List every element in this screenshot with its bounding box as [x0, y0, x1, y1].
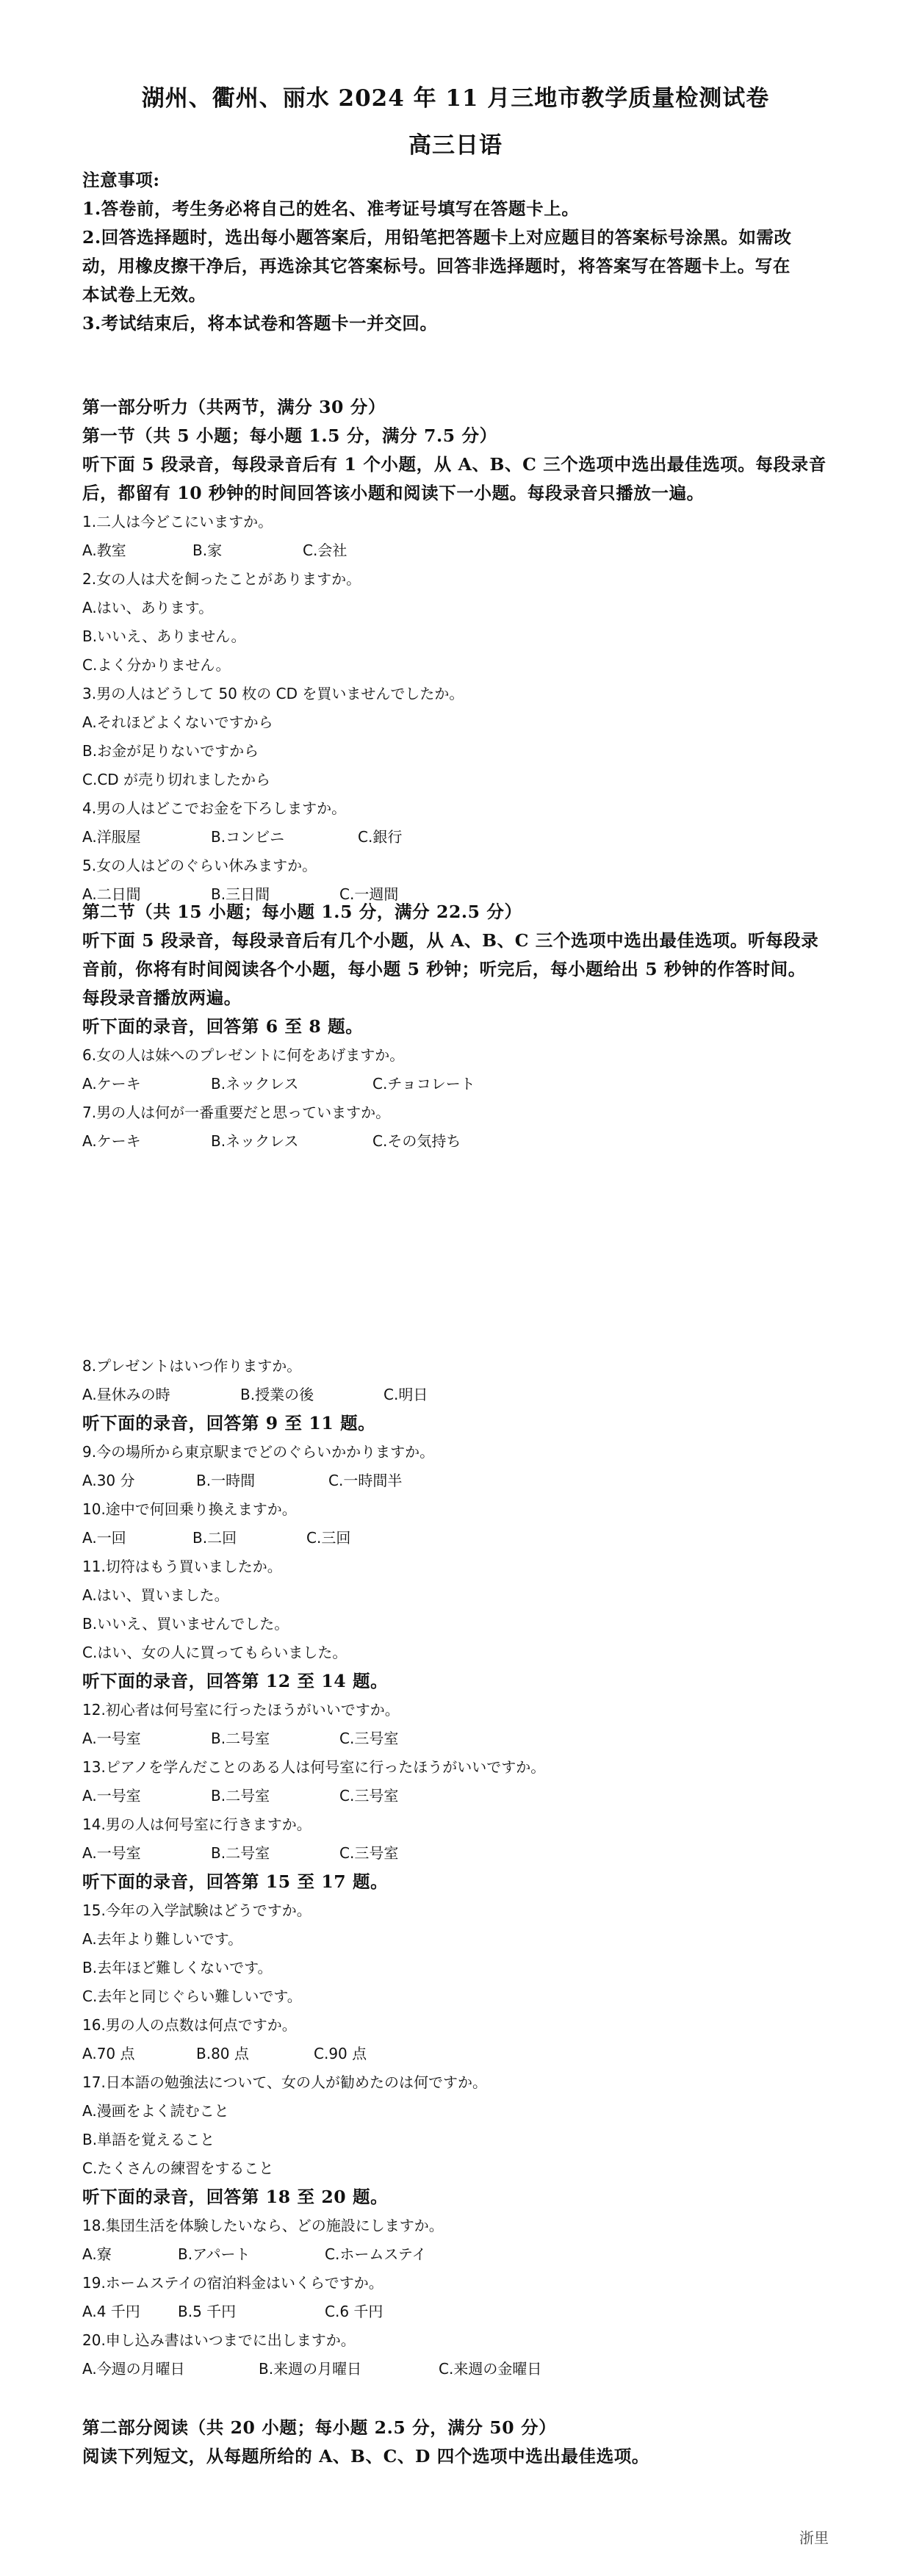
option-c: C.たくさんの練習をすること — [82, 2159, 274, 2177]
section-instruction: 听下面 5 段录音，每段录音后有 1 个小题，从 A、B、C 三个选项中选出最佳选项。每段录音 — [82, 454, 827, 475]
question-4: 4.男の人はどこでお金を下ろしますか。 — [82, 799, 347, 817]
listening-section-2-continued — [82, 1352, 839, 2383]
question-13-options — [82, 1782, 839, 1810]
option-b: B.二号室 — [211, 1787, 270, 1805]
option-c: C.三号室 — [339, 1787, 399, 1805]
notes-line: 2.回答选择题时，选出每小题答案后，用铅笔把答题卡上对应题目的答案标号涂黑。如需改 — [82, 227, 792, 248]
option-c: C.三回 — [306, 1529, 351, 1547]
notes-line: 本试卷上无效。 — [82, 284, 206, 305]
option-b: B.ネックレス — [211, 1075, 299, 1093]
question-4-options — [82, 823, 839, 852]
question-16-options — [82, 2040, 839, 2068]
section-heading: 第二节（共 15 小题；每小题 1.5 分，满分 22.5 分） — [82, 902, 522, 922]
group-instruction: 听下面的录音，回答第 9 至 11 题。 — [82, 1413, 376, 1433]
question-6-options — [82, 1070, 839, 1098]
option-b: B.アパート — [178, 2245, 251, 2263]
footer-mark: 浙里 — [799, 2529, 829, 2547]
question-20: 20.申し込み書はいつまでに出しますか。 — [82, 2331, 356, 2349]
option-b: B.家 — [192, 542, 223, 559]
question-13: 13.ピアノを学んだことのある人は何号室に行ったほうがいいですか。 — [82, 1758, 546, 1776]
question-19: 19.ホームステイの宿泊料金はいくらですか。 — [82, 2274, 384, 2292]
option-a: A.はい、買いました。 — [82, 1586, 229, 1604]
question-19-options — [82, 2298, 839, 2326]
option-b: B.一時間 — [196, 1472, 256, 1489]
notes-line: 1.答卷前，考生务必将自己的姓名、准考证号填写在答题卡上。 — [82, 198, 580, 219]
question-7: 7.男の人は何が一番重要だと思っていますか。 — [82, 1104, 391, 1121]
option-c: C.6 千円 — [325, 2303, 384, 2320]
question-7-options — [82, 1127, 839, 1156]
question-12: 12.初心者は何号室に行ったほうがいいですか。 — [82, 1701, 400, 1719]
reading-part — [82, 2414, 839, 2471]
section-instruction: 后，都留有 10 秒钟的时间回答该小题和阅读下一小题。每段录音只播放一遍。 — [82, 483, 705, 503]
question-8: 8.プレゼントはいつ作りますか。 — [82, 1357, 302, 1375]
question-17: 17.日本語の勉強法について、女の人が勧めたのは何ですか。 — [82, 2073, 488, 2091]
question-8-options — [82, 1381, 839, 1409]
group-instruction: 听下面的录音，回答第 12 至 14 题。 — [82, 1671, 389, 1691]
option-b: B.去年ほど難しくないです。 — [82, 1959, 273, 1976]
part-heading: 第一部分听力（共两节，满分 30 分） — [82, 397, 386, 417]
option-b: B.コンビニ — [211, 828, 285, 846]
option-c: C.銀行 — [358, 828, 403, 846]
part-instruction: 阅读下列短文，从每题所给的 A、B、C、D 四个选项中选出最佳选项。 — [82, 2446, 649, 2467]
option-a: A.4 千円 — [82, 2303, 140, 2320]
group-instruction: 听下面的录音，回答第 18 至 20 题。 — [82, 2187, 389, 2207]
question-5: 5.女の人はどのぐらい休みますか。 — [82, 857, 317, 874]
section-heading: 第一节（共 5 小题；每小题 1.5 分，满分 7.5 分） — [82, 425, 497, 446]
option-c: C.会社 — [303, 542, 348, 559]
notes-line: 动，用橡皮擦干净后，再选涂其它答案标号。回答非选择题时，将答案写在答题卡上。写在 — [82, 256, 791, 276]
option-a: A.一号室 — [82, 1844, 141, 1862]
option-a: A.70 点 — [82, 2045, 135, 2062]
option-b: B.いいえ、買いませんでした。 — [82, 1615, 289, 1633]
option-b: B.授業の後 — [240, 1386, 314, 1403]
option-b: B.三日間 — [211, 885, 270, 903]
exam-subject: 高三日语 — [408, 132, 503, 159]
option-b: B.ネックレス — [211, 1132, 299, 1150]
option-c: C.その気持ち — [372, 1132, 461, 1150]
part-heading: 第二部分阅读（共 20 小题；每小题 2.5 分，满分 50 分） — [82, 2417, 557, 2438]
group-instruction: 听下面的录音，回答第 6 至 8 题。 — [82, 1016, 364, 1037]
section-instruction: 每段录音播放两遍。 — [82, 987, 242, 1008]
option-a: A.昼休みの時 — [82, 1386, 170, 1403]
option-a: A.教室 — [82, 542, 126, 559]
question-6: 6.女の人は妹へのプレゼントに何をあげますか。 — [82, 1046, 405, 1064]
question-14: 14.男の人は何号室に行きますか。 — [82, 1816, 312, 1833]
question-16: 16.男の人の点数は何点ですか。 — [82, 2016, 297, 2034]
option-a: A.去年より難しいです。 — [82, 1930, 243, 1948]
option-b: B.二号室 — [211, 1730, 270, 1747]
option-a: A.今週の月曜日 — [82, 2360, 185, 2378]
option-a: A.30 分 — [82, 1472, 135, 1489]
question-10-options — [82, 1524, 839, 1553]
option-c: C.一時間半 — [328, 1472, 403, 1489]
option-b: B.80 点 — [196, 2045, 249, 2062]
option-a: A.一号室 — [82, 1787, 141, 1805]
question-9-options — [82, 1467, 839, 1495]
option-c: C.来週の金曜日 — [439, 2360, 542, 2378]
option-a: A.二日間 — [82, 885, 141, 903]
notes-heading: 注意事项: — [82, 170, 160, 190]
question-18: 18.集団生活を体験したいなら、どの施設にしますか。 — [82, 2217, 444, 2234]
option-a: A.漫画をよく読むこと — [82, 2102, 229, 2120]
notes-block — [82, 166, 839, 338]
section-instruction: 音前，你将有时间阅读各个小题，每小题 5 秒钟；听完后，每小题给出 5 秒钟的作答时间。 — [82, 959, 806, 979]
option-a: A.ケーキ — [82, 1132, 141, 1150]
notes-line: 3.考试结束后，将本试卷和答题卡一并交回。 — [82, 313, 438, 334]
option-a: A.それほどよくないですから — [82, 713, 273, 731]
question-1: 1.二人は今どこにいますか。 — [82, 513, 273, 530]
option-c: C.チョコレート — [372, 1075, 475, 1093]
question-11: 11.切符はもう買いましたか。 — [82, 1558, 282, 1575]
option-c: C.三号室 — [339, 1730, 399, 1747]
option-c: C.三号室 — [339, 1844, 399, 1862]
option-c: C.一週間 — [339, 885, 399, 903]
question-3: 3.男の人はどうして 50 枚の CD を買いませんでしたか。 — [82, 685, 464, 702]
exam-title: 湖州、衢州、丽水 2024 年 11 月三地市教学质量检测试卷 — [141, 85, 770, 112]
group-instruction: 听下面的录音，回答第 15 至 17 题。 — [82, 1871, 389, 1892]
option-b: B.来週の月曜日 — [259, 2360, 362, 2378]
option-b: B.単語を覚えること — [82, 2131, 215, 2148]
option-b: B.お金が足りないですから — [82, 742, 259, 760]
option-b: B.5 千円 — [178, 2303, 237, 2320]
question-2: 2.女の人は犬を飼ったことがありますか。 — [82, 570, 361, 588]
option-a: A.寮 — [82, 2245, 112, 2263]
option-c: C.明日 — [384, 1386, 428, 1403]
option-c: C.ホームステイ — [325, 2245, 427, 2263]
question-20-options — [82, 2355, 839, 2383]
option-a: A.一号室 — [82, 1730, 141, 1747]
option-a: A.ケーキ — [82, 1075, 141, 1093]
listening-section-2 — [82, 898, 839, 1156]
option-c: C.90 点 — [314, 2045, 367, 2062]
section-instruction: 听下面 5 段录音，每段录音后有几个小题，从 A、B、C 三个选项中选出最佳选项。听每段录 — [82, 930, 819, 951]
question-9: 9.今の場所から東京駅までどのぐらいかかりますか。 — [82, 1443, 435, 1461]
option-a: A.洋服屋 — [82, 828, 141, 846]
option-a: A.一回 — [82, 1529, 126, 1547]
option-c: C.去年と同じぐらい難しいです。 — [82, 1987, 302, 2005]
option-b: B.二回 — [192, 1529, 237, 1547]
question-10: 10.途中で何回乗り換えますか。 — [82, 1500, 297, 1518]
question-15: 15.今年の入学試験はどうですか。 — [82, 1902, 312, 1919]
option-c: C.はい、女の人に買ってもらいました。 — [82, 1644, 348, 1661]
option-c: C.よく分かりません。 — [82, 656, 231, 674]
option-c: C.CD が売り切れましたから — [82, 771, 271, 788]
question-14-options — [82, 1839, 839, 1868]
option-b: B.いいえ、ありません。 — [82, 627, 246, 645]
listening-section-1 — [82, 393, 839, 909]
question-1-options — [82, 536, 839, 565]
question-12-options — [82, 1724, 839, 1753]
option-a: A.はい、あります。 — [82, 599, 214, 616]
option-b: B.二号室 — [211, 1844, 270, 1862]
question-18-options — [82, 2240, 839, 2269]
